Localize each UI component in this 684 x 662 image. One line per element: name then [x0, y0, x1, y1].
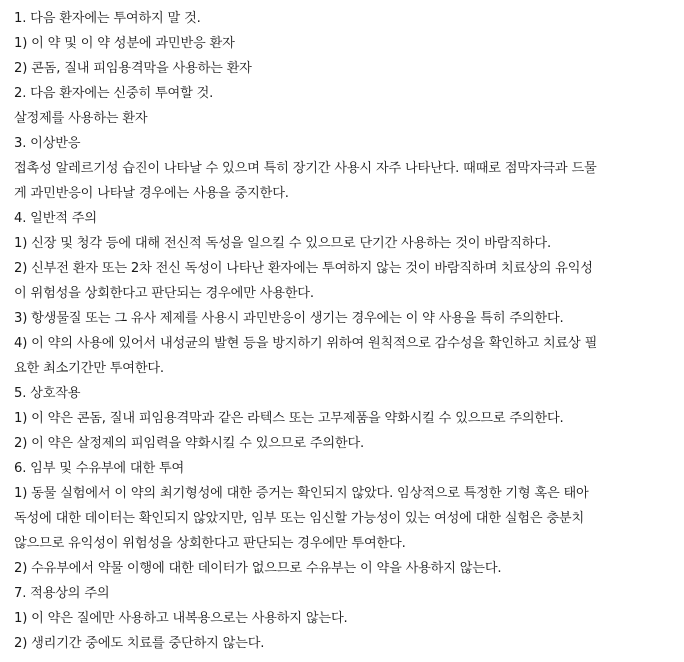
heading-contraindications: 1. 다음 환자에는 투여하지 말 것.	[14, 11, 201, 26]
text-line: 접촉성 알레르기성 습진이 나타날 수 있으며 특히 장기간 사용시 자주 나타난다. 때때로 점막자극과 드물	[14, 161, 597, 176]
heading-pregnancy-lactation: 6. 임부 및 수유부에 대한 투여	[14, 461, 185, 476]
text-line: 2) 수유부에서 약물 이행에 대한 데이터가 없으므로 수유부는 이 약을 사용하지 않는다.	[14, 561, 502, 576]
text-line: 2) 생리기간 중에도 치료를 중단하지 않는다.	[14, 636, 265, 651]
text-line: 2) 콘돔, 질내 피임용격막을 사용하는 환자	[14, 61, 252, 76]
heading-adverse-reactions: 3. 이상반응	[14, 136, 81, 151]
text-line: 1) 이 약은 콘돔, 질내 피임용격막과 같은 라텍스 또는 고무제품을 약화시킬 수 있으므로 주의한다.	[14, 411, 564, 426]
document-body	[14, 6, 678, 656]
text-line: 이 위험성을 상회한다고 판단되는 경우에만 사용한다.	[14, 286, 314, 301]
heading-application-precautions: 7. 적용상의 주의	[14, 586, 110, 601]
text-line: 2) 신부전 환자 또는 2차 전신 독성이 나타난 환자에는 투여하지 않는 것이 바람직하며 치료상의 유익성	[14, 261, 593, 276]
text-line: 1) 신장 및 청각 등에 대해 전신적 독성을 일으킬 수 있으므로 단기간 사용하는 것이 바람직하다.	[14, 236, 551, 251]
text-line: 4) 이 약의 사용에 있어서 내성균의 발현 등을 방지하기 위하여 원칙적으로 감수성을 확인하고 치료상 필	[14, 336, 598, 351]
text-line: 살정제를 사용하는 환자	[14, 111, 148, 126]
text-line: 요한 최소기간만 투여한다.	[14, 361, 164, 376]
text-line: 1) 이 약 및 이 약 성분에 과민반응 환자	[14, 36, 235, 51]
heading-general-precautions: 4. 일반적 주의	[14, 211, 97, 226]
text-line: 않으므로 유익성이 위험성을 상회한다고 판단되는 경우에만 투여한다.	[14, 536, 406, 551]
text-line: 1) 이 약은 질에만 사용하고 내복용으로는 사용하지 않는다.	[14, 611, 348, 626]
text-line: 3) 항생물질 또는 그 유사 제제를 사용시 과민반응이 생기는 경우에는 이 약 사용을 특히 주의한다.	[14, 311, 564, 326]
heading-interactions: 5. 상호작용	[14, 386, 81, 401]
text-line: 2) 이 약은 살정제의 피임력을 약화시킬 수 있으므로 주의한다.	[14, 436, 364, 451]
text-line: 1) 동물 실험에서 이 약의 최기형성에 대한 증거는 확인되지 않았다. 임상적으로 특정한 기형 혹은 태아	[14, 486, 589, 501]
text-line: 게 과민반응이 나타날 경우에는 사용을 중지한다.	[14, 186, 289, 201]
heading-careful-administration: 2. 다음 환자에는 신중히 투여할 것.	[14, 86, 214, 101]
text-line: 독성에 대한 데이터는 확인되지 않았지만, 임부 또는 임신할 가능성이 있는 여성에 대한 실험은 충분치	[14, 511, 584, 526]
